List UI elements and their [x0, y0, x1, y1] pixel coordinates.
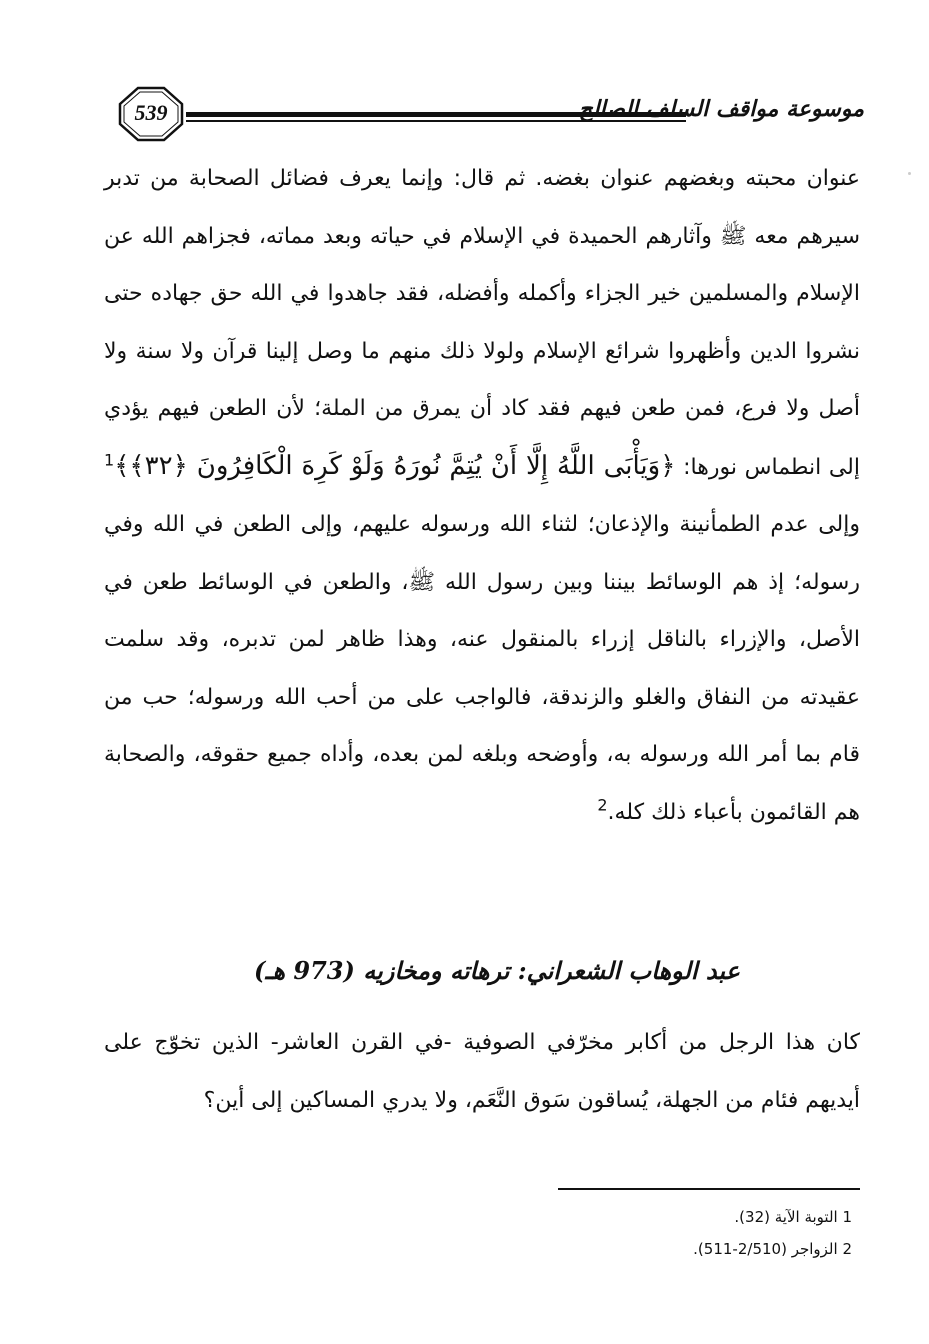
- series-title: موسوعة مواقف السلف الصالح: [578, 96, 864, 122]
- scan-speck: [908, 172, 911, 175]
- footnote-separator: [558, 1188, 860, 1190]
- footnote-1: 1 التوبة الآية (32).: [734, 1208, 852, 1226]
- paragraph-text-part2: وإلى عدم الطمأنينة والإذعان؛ لثناء الله ورسوله عليهم، وإلى الطعن في الله وفي رسوله؛ إذ هم الوسائط بيننا وبين رسول الله ﷺ، والطعن في الوسائط طعن في الأصل، والإزراء بالناقل إزراء بالمنقول عنه، وهذا ظاهر لمن تدبره، وقد سلمت عقيدته من النفاق والغلو والزندقة، فالواجب على من أحب الله ورسوله؛ حب من قام بما أمر الله ورسوله به، وأوضحه وبلغه لمن بعده، وأداه جميع حقوقه، والصحابة هم القائمون بأعباء ذلك كله.: [104, 512, 860, 825]
- footnote-2: 2 الزواجر (2/510-511).: [693, 1240, 852, 1258]
- footnote-ref-1[interactable]: 1: [104, 450, 115, 470]
- page-header: [96, 78, 864, 148]
- page-number: 539: [134, 100, 168, 125]
- section-paragraph: [104, 1014, 860, 1130]
- section-text: كان هذا الرجل من أكابر مخرّفي الصوفية -في القرن العاشر- الذين تخوّج على أيديهم فئام من الجهلة، يُساقون سَوق النَّعَم، ولا يدري المساكين إلى أين؟: [104, 1030, 860, 1113]
- paragraph-text-part1: عنوان محبته وبغضهم عنوان بغضه. ثم قال: وإنما يعرف فضائل الصحابة من تدبر سيرهم معه ﷺ وآثارهم الحميدة في الإسلام في حياته وبعد مماته، فجزاهم الله عن الإسلام والمسلمين خير الجزاء وأكمله وأفضله، فقد جاهدوا في الله حق جهاده حتى نشروا الدين وأظهروا شرائع الإسلام ولولا ذلك منهم ما وصل إلينا قرآن ولا سنة ولا أصل ولا فرع، فمن طعن فيهم فقد كاد أن يمرق من الملة؛ لأن الطعن فيهم يؤدي إلى انطماس نورها:: [104, 166, 861, 480]
- page-number-badge: [118, 86, 184, 142]
- footnote-ref-2[interactable]: 2: [597, 795, 608, 815]
- section-heading: عبد الوهاب الشعراني: ترهاته ومخازيه (973 هـ): [254, 956, 740, 985]
- quran-verse: ﴿وَيَأْبَى اللَّهُ إِلَّا أَنْ يُتِمَّ نُورَهُ وَلَوْ كَرِهَ الْكَافِرُونَ ﴿٣٢﴾﴾: [114, 450, 676, 481]
- main-paragraph: [104, 150, 860, 841]
